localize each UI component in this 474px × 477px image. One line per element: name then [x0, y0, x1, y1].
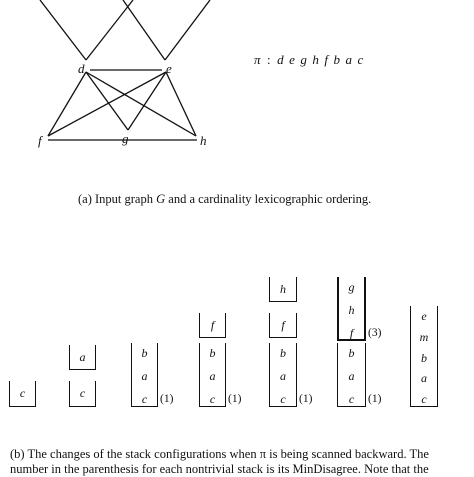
stack — [269, 277, 297, 302]
caption-a-var: G — [156, 192, 166, 206]
stack-item: f — [210, 317, 215, 332]
vertex-label-h: h — [200, 133, 207, 148]
stack-item: b — [421, 350, 427, 365]
graph-edge — [128, 72, 166, 130]
stack-item: c — [421, 392, 427, 406]
stack — [199, 313, 226, 338]
caption-a-prefix: (a) Input graph — [78, 192, 153, 206]
stack-item: b — [141, 346, 148, 360]
stack-item: b — [209, 346, 216, 360]
graph-edge — [48, 72, 166, 136]
graph-edge — [165, 0, 210, 60]
stack — [131, 343, 158, 407]
stack-item: a — [421, 371, 427, 386]
caption-b-line1: (b) The changes of the stack configurations when π is being scanned backward. The — [10, 447, 429, 461]
vertex-label-g: g — [122, 131, 129, 146]
input-graph — [0, 0, 474, 200]
ordering-pi — [254, 52, 369, 68]
stack-item: a — [79, 349, 86, 364]
ordering-item: b — [333, 52, 341, 67]
stack-item: a — [280, 369, 286, 383]
caption-b — [10, 447, 470, 477]
mindisagree-value: (3) — [368, 327, 382, 339]
graph-edge — [123, 0, 165, 60]
ordering-sequence — [277, 52, 369, 67]
ordering-item: c — [357, 52, 364, 67]
stack-item: a — [141, 369, 148, 383]
mindisagree-value: (1) — [228, 393, 242, 405]
stack — [410, 306, 438, 407]
graph-edge — [166, 72, 196, 136]
vertex-label-d: d — [78, 61, 85, 76]
stack-item: c — [280, 392, 286, 406]
stack — [199, 343, 226, 407]
stack-item: c — [19, 386, 26, 400]
stack-item: b — [348, 346, 355, 360]
caption-a — [78, 191, 371, 207]
graph-edge — [86, 0, 133, 60]
stack-item: m — [419, 329, 429, 344]
stack — [9, 381, 36, 407]
caption-b-line2: number in the parenthesis for each nontrivial stack is its MinDisagree. Note that the — [10, 462, 429, 476]
graph-edge — [86, 72, 128, 130]
ordering-item: f — [324, 52, 329, 67]
ordering-separator: : — [267, 52, 272, 67]
ordering-item: e — [289, 52, 296, 67]
stack-item: g — [348, 280, 355, 294]
stack — [69, 381, 96, 407]
stack-item: h — [280, 281, 286, 296]
stack-item: e — [421, 309, 427, 323]
stack-item: c — [141, 392, 148, 406]
graph-edge — [86, 72, 196, 136]
ordering-item: d — [277, 52, 285, 67]
stack-item: h — [348, 303, 355, 317]
mindisagree-value: (1) — [160, 393, 174, 405]
stack — [337, 277, 366, 341]
stack-item: f — [281, 317, 285, 332]
stack-item: b — [280, 346, 286, 360]
stack-item: c — [209, 392, 216, 406]
vertex-label-e: e — [166, 61, 172, 76]
stack — [269, 343, 297, 407]
ordering-item: a — [345, 52, 353, 67]
stack-item: c — [79, 386, 86, 400]
stack-item: a — [209, 369, 216, 383]
mindisagree-value: (1) — [368, 393, 382, 405]
caption-a-suffix: and a cardinality lexicographic ordering. — [168, 192, 372, 206]
ordering-item: h — [312, 52, 320, 67]
mindisagree-value: (1) — [299, 393, 313, 405]
ordering-symbol: π — [254, 52, 262, 67]
stack — [269, 313, 297, 338]
graph-edge — [40, 0, 86, 60]
stack — [337, 343, 366, 407]
stack-item: f — [349, 326, 354, 340]
stack — [69, 345, 96, 370]
vertex-label-f: f — [38, 133, 42, 148]
ordering-item: g — [300, 52, 308, 67]
stack-item: c — [348, 392, 355, 406]
stack-item: a — [348, 369, 355, 383]
